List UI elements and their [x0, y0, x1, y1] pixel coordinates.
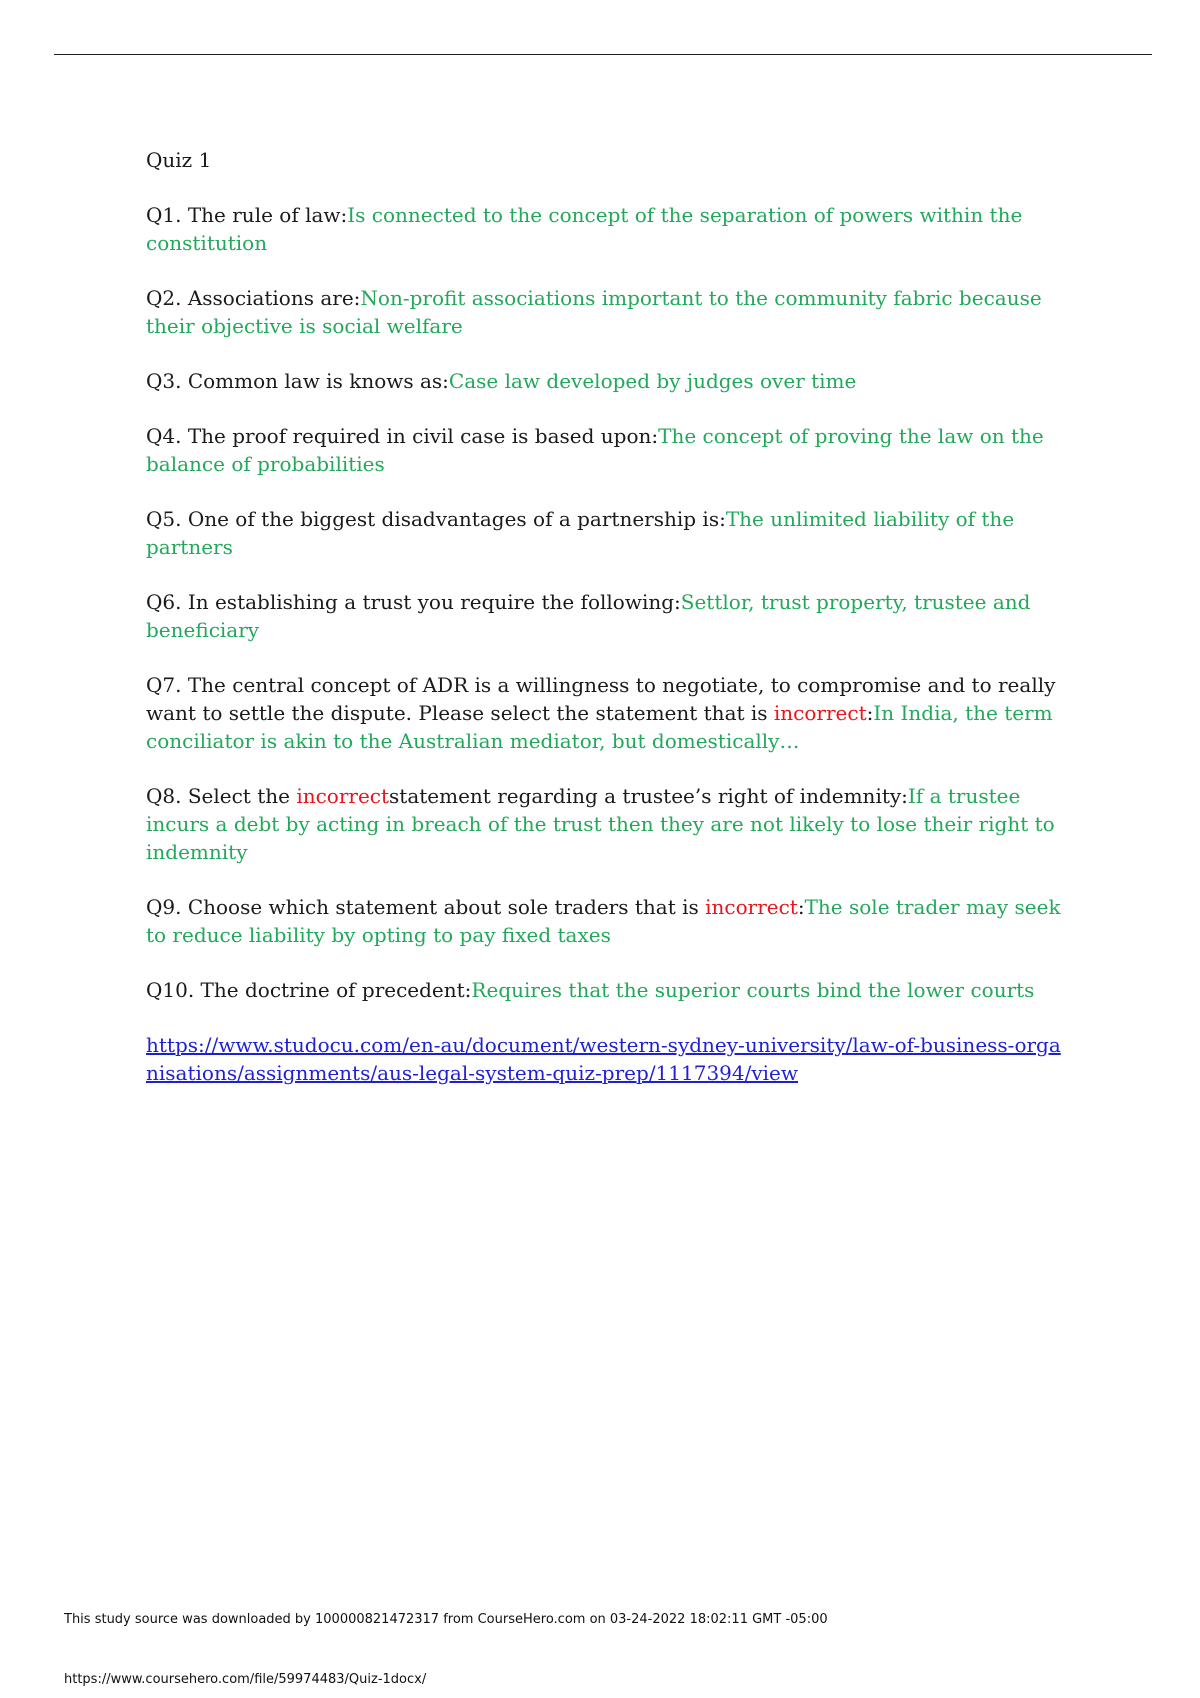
top-rule [54, 54, 1152, 55]
question-text-end: : [797, 895, 805, 919]
answer-text: Requires that the superior courts bind the lower courts [471, 978, 1035, 1002]
question-10 [146, 976, 1066, 1004]
question-text: Q9. Choose which statement about sole traders that is [146, 895, 706, 919]
question-3 [146, 367, 1066, 395]
source-link-paragraph [146, 1031, 1066, 1087]
question-4 [146, 422, 1066, 478]
answer-text: If a trustee incurs a debt by acting in breach of the trust then they are not likely to lose their right to indemnity [146, 784, 1055, 864]
source-link[interactable]: https://www.studocu.com/en-au/document/western-sydney-university/law-of-business-organisations/assignments/aus-legal-system-quiz-prep/1117394/view [146, 1033, 1061, 1085]
question-7 [146, 671, 1066, 755]
question-text: Q1. The rule of law: [146, 203, 348, 227]
question-9 [146, 893, 1066, 949]
question-text: Q7. The central concept of ADR is a willingness to negotiate, to compromise and to really want to settle the dispute. Please select the statement that is [146, 673, 1056, 725]
answer-text: In India, the term conciliator is akin to the Australian mediator, but domestically… [146, 701, 1053, 753]
document-body [146, 146, 1066, 1114]
download-notice: This study source was downloaded by 100000821472317 from CourseHero.com on 03-24-2022 18:02:11 GMT -05:00 [64, 1612, 828, 1627]
answer-text: The concept of proving the law on the balance of probabilities [146, 424, 1044, 476]
question-text: Q8. Select the [146, 784, 297, 808]
question-5 [146, 505, 1066, 561]
question-text: Q2. Associations are: [146, 286, 361, 310]
question-8 [146, 782, 1066, 866]
question-6 [146, 588, 1066, 644]
answer-text: Case law developed by judges over time [448, 369, 857, 393]
incorrect-flag: incorrect [296, 784, 390, 808]
question-text: Q3. Common law is knows as: [146, 369, 449, 393]
question-text: Q10. The doctrine of precedent: [146, 978, 472, 1002]
footer-url: https://www.coursehero.com/file/59974483/Quiz-1docx/ [64, 1672, 427, 1687]
question-text: Q4. The proof required in civil case is based upon: [146, 424, 659, 448]
question-text-end: : [866, 701, 874, 725]
answer-text: The sole trader may seek to reduce liability by opting to pay fixed taxes [146, 895, 1061, 947]
question-2 [146, 284, 1066, 340]
answer-text: Settlor, trust property, trustee and beneficiary [146, 590, 1031, 642]
incorrect-flag: incorrect [705, 895, 798, 919]
answer-text: Is connected to the concept of the separation of powers within the constitution [146, 203, 1023, 255]
question-1 [146, 201, 1066, 257]
answer-text: The unlimited liability of the partners [146, 507, 1015, 559]
question-text: Q6. In establishing a trust you require the following: [146, 590, 681, 614]
answer-text: Non-profit associations important to the community fabric because their objective is social welfare [146, 286, 1042, 338]
page-title: Quiz 1 [146, 148, 212, 172]
incorrect-flag: incorrect [773, 701, 867, 725]
question-text: Q5. One of the biggest disadvantages of a partnership is: [146, 507, 726, 531]
question-text-end: statement regarding a trustee’s right of indemnity: [389, 784, 908, 808]
